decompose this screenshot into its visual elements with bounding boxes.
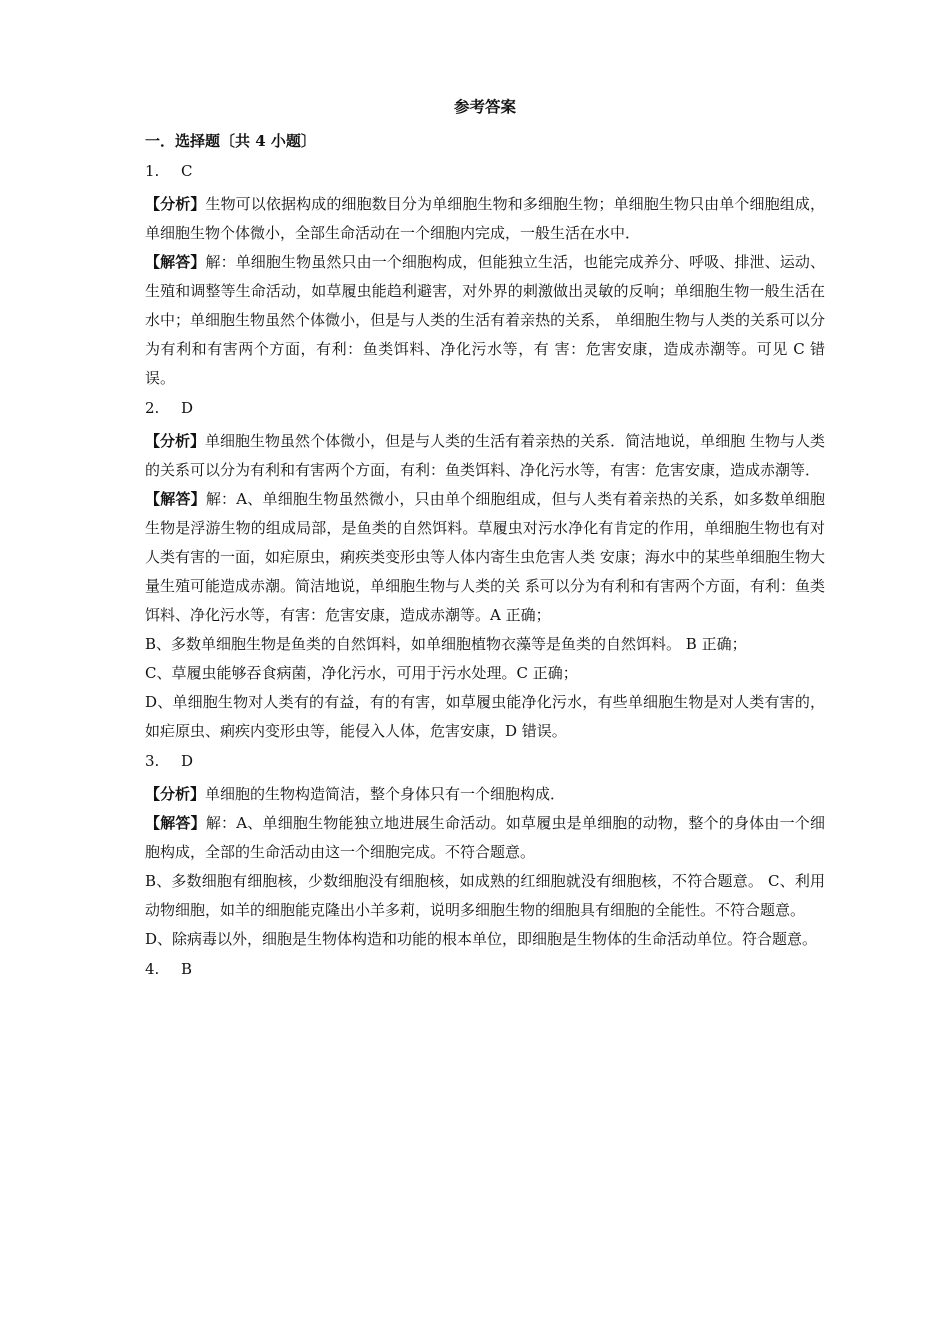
solution-tag: 【解答】 xyxy=(145,253,206,271)
solution-text: 解：A、单细胞生物能独立地进展生命活动。如草履虫是单细胞的动物，整个的身体由一个细胞构成，全部的生命活动由这一个细胞完成。不符合题意。 xyxy=(145,814,825,861)
answer-letter: D xyxy=(181,752,194,770)
answer-letter: B xyxy=(181,960,193,978)
analysis-text: 单细胞生物虽然个体微小，但是与人类的生活有着亲热的关系．简洁地说，单细胞 生物与人类的关系可以分为有利和有害两个方面，有利：鱼类饵料、净化污水等，有害：危害安康，造成赤潮等． xyxy=(145,432,825,479)
analysis-text: 生物可以依据构成的细胞数目分为单细胞生物和多细胞生物；单细胞生物只由单个细胞组成，单细胞生物个体微小，全部生命活动在一个细胞内完成，一般生活在水中． xyxy=(145,195,825,242)
question-1-solution xyxy=(145,248,825,393)
question-3-solution xyxy=(145,809,825,867)
question-2-analysis xyxy=(145,427,825,485)
question-number: 2. xyxy=(145,399,160,417)
question-number: 3. xyxy=(145,752,160,770)
section-heading: 一．选择题〔共 4 小题〕 xyxy=(145,132,316,150)
question-2-option-b: B、多数单细胞生物是鱼类的自然饵料，如单细胞植物衣藻等是鱼类的自然饵料。 B 正确； xyxy=(145,635,747,653)
page-title: 参考答案 xyxy=(453,97,516,116)
question-3-analysis xyxy=(145,780,825,809)
analysis-tag: 【分析】 xyxy=(145,785,206,803)
analysis-tag: 【分析】 xyxy=(145,432,206,450)
question-3-answer xyxy=(145,750,825,772)
question-2-solution xyxy=(145,485,825,630)
question-1-answer xyxy=(145,160,825,182)
analysis-text: 单细胞的生物构造简洁，整个身体只有一个细胞构成． xyxy=(205,785,566,803)
solution-tag: 【解答】 xyxy=(145,814,206,832)
question-4-answer xyxy=(145,958,825,980)
question-3-option-d: D、除病毒以外，细胞是生物体构造和功能的根本单位，即细胞是生物体的生命活动单位。符合题意。 xyxy=(145,930,818,948)
analysis-tag: 【分析】 xyxy=(145,195,206,213)
question-3-option-bc: B、多数细胞有细胞核，少数细胞没有细胞核，如成熟的红细胞就没有细胞核，不符合题意。 C、利用动物细胞，如羊的细胞能克隆出小羊多莉，说明多细胞生物的细胞具有细胞的全能性。不符合题意。 xyxy=(145,872,825,919)
solution-text: 解：A、单细胞生物虽然微小，只由单个细胞组成，但与人类有着亲热的关系，如多数单细胞生物是浮游生物的组成局部，是鱼类的自然饵料。草履虫对污水净化有肯定的作用，单细胞生物也有对人类有害的一面，如疟原虫，痢疾类变形虫等人体内寄生虫危害人类 安康；海水中的某些单细胞生物大量生殖可能造成赤潮。简洁地说，单细胞生物与人类的关 系可以分为有利和有害两个方面，有利：鱼类饵料、净化污水等，有害：危害安康，造成赤潮等。A 正确； xyxy=(145,490,825,624)
question-2-option-c: C、草履虫能够吞食病菌，净化污水，可用于污水处理。C 正确； xyxy=(145,664,578,682)
solution-tag: 【解答】 xyxy=(145,490,206,508)
answer-letter: D xyxy=(181,399,194,417)
question-2-answer xyxy=(145,397,825,419)
solution-text: 解：单细胞生物虽然只由一个细胞构成，但能独立生活，也能完成养分、呼吸、排泄、运动、生殖和调整等生命活动，如草履虫能趋利避害，对外界的刺激做出灵敏的反响；单细胞生物一般生活在水中；单细胞生物虽然个体微小，但是与人类的生活有着亲热的关系， 单细胞生物与人类的关系可以分为有利和有害两个方面，有利：鱼类饵料、净化污水等，有 害：危害安康，造成赤潮等。可见 C 错误。 xyxy=(145,253,825,387)
question-2-option-d: D、单细胞生物对人类有的有益，有的有害，如草履虫能净化污水，有些单细胞生物是对人类有害的，如疟原虫、痢疾内变形虫等，能侵入人体，危害安康，D 错误。 xyxy=(145,693,825,740)
question-number: 1. xyxy=(145,162,160,180)
question-1-analysis xyxy=(145,190,825,248)
question-number: 4. xyxy=(145,960,160,978)
answer-letter: C xyxy=(181,162,193,180)
answer-content xyxy=(145,96,825,988)
